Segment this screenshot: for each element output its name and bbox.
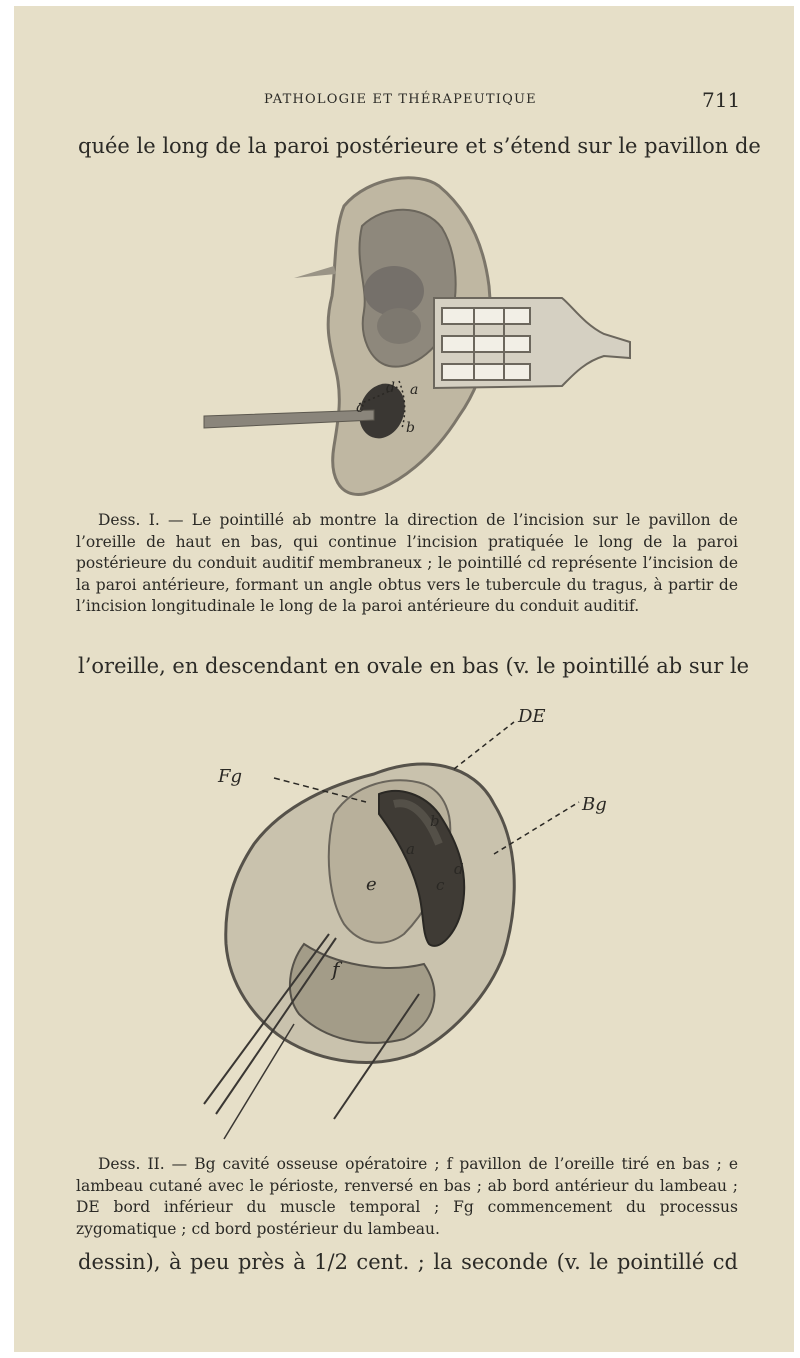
fig2-label-fg: Fg — [218, 766, 243, 787]
figure-2-surgery-illustration — [184, 694, 644, 1144]
figure-1-ear-illustration — [184, 166, 634, 506]
running-header — [14, 88, 794, 112]
figure-2-caption — [76, 1154, 738, 1240]
body-text-line-2: l’oreille, en descendant en ovale en bas (v. le pointillé ab sur le — [78, 654, 750, 678]
figure-1-caption-lead: Dess. I. — — [98, 511, 192, 529]
fig1-label-b: b — [406, 420, 415, 436]
book-page — [14, 6, 794, 1352]
figure-2-caption-lead: Dess. II. — — [98, 1155, 195, 1173]
fig2-label-de: DE — [518, 706, 546, 727]
fig2-label-d: d — [454, 860, 464, 878]
fig1-label-d: d — [386, 380, 395, 396]
figure-1-caption — [76, 510, 738, 618]
fig1-label-c: c — [356, 400, 364, 416]
fig2-label-c: c — [436, 876, 445, 894]
body-text-line-1: quée le long de la paroi postérieure et s’étend sur le pavillon de — [78, 134, 761, 158]
body-text-line-3: dessin), à peu près à 1/2 cent. ; la seconde (v. le pointillé cd — [78, 1250, 738, 1274]
fig2-label-e: e — [366, 874, 377, 895]
fig1-label-a: a — [410, 382, 419, 398]
fig2-label-bg: Bg — [582, 794, 607, 815]
running-title: PATHOLOGIE ET THÉRAPEUTIQUE — [264, 92, 537, 107]
fig2-label-b: b — [430, 812, 440, 830]
fig2-label-a: a — [406, 840, 415, 858]
fig2-label-f: f — [332, 957, 340, 981]
figure-1-caption-text: Le pointillé ab montre la direction de l’incision sur le pavillon de l’oreille de haut en bas, qui continue l’incision pratiquée le long de la paroi postérieure du conduit auditif membraneux ; le pointillé cd représente l’incision de la paroi antérieure, formant un angle obtus vers le tubercule du tragus, à partir de l’incision longitudinale le long de la paroi antérieure du conduit auditif. — [76, 511, 738, 615]
page-number: 711 — [702, 88, 741, 112]
figure-2-caption-text: Bg cavité osseuse opératoire ; f pavillon de l’oreille tiré en bas ; e lambeau cutané avec le périoste, renversé en bas ; ab bord antérieur du lambeau ; DE bord inférieur du muscle temporal ; Fg commencement du processus zygomatique ; cd bord postérieur du lambeau. — [76, 1155, 738, 1238]
